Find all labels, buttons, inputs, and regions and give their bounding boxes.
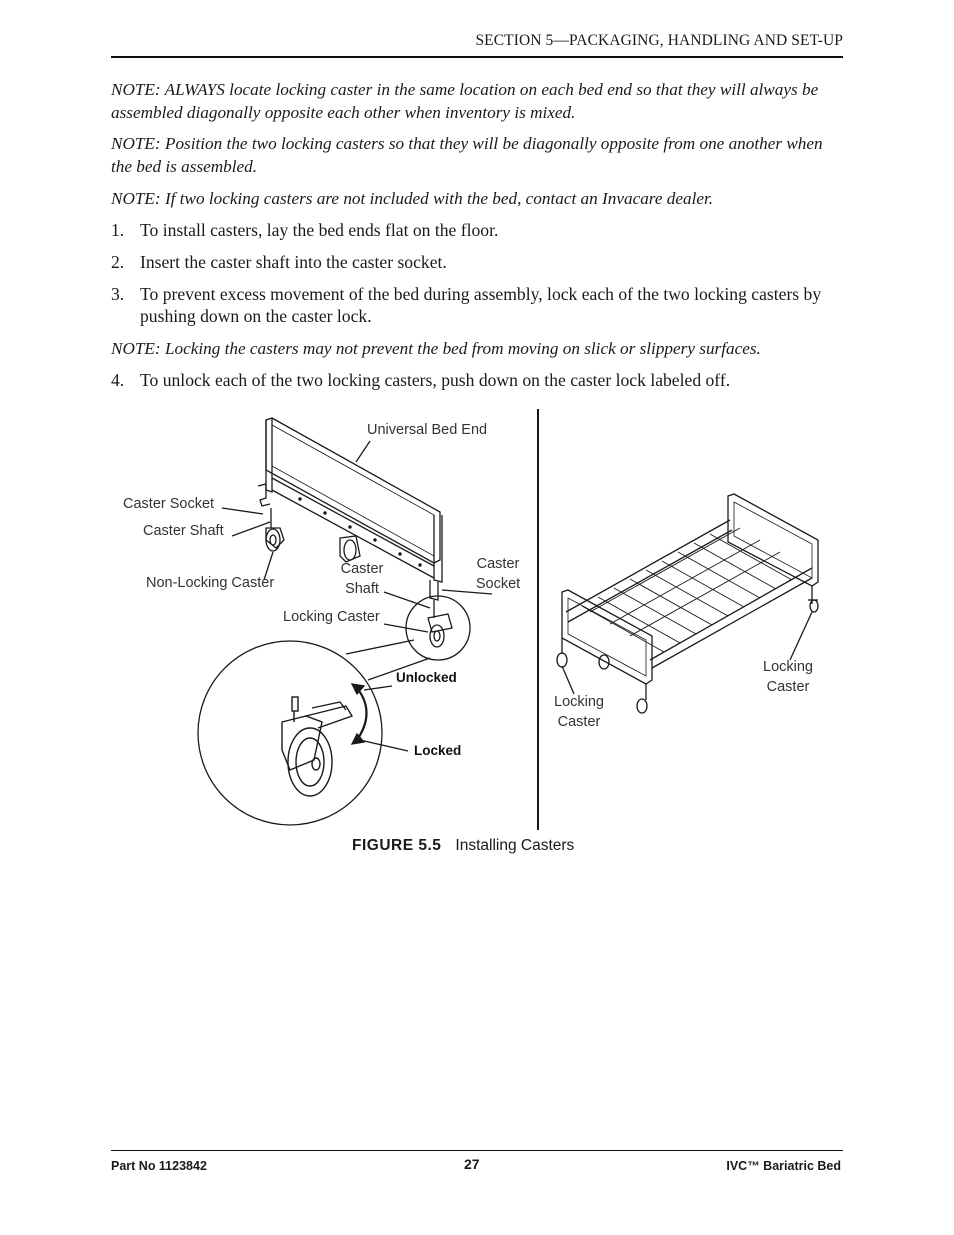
leader-unlocked	[364, 686, 392, 690]
page-footer	[111, 1150, 843, 1173]
note-locking-slick-surfaces: NOTE: Locking the casters may not prevent the bed from moving on slick or slippery surfaces.	[111, 339, 761, 358]
step-text: Insert the caster shaft into the caster socket.	[140, 252, 447, 272]
figure-number: FIGURE 5.5	[352, 837, 442, 854]
figure-installing-casters	[0, 400, 954, 870]
leader-locking-caster-bed-right	[790, 612, 812, 660]
page-header	[111, 30, 843, 58]
figure-illustration	[0, 400, 954, 870]
detail-circle-small	[406, 596, 470, 660]
step-number: 4.	[111, 370, 125, 390]
leader-locked	[360, 740, 408, 751]
label-unlocked: Unlocked	[396, 670, 457, 685]
detail-circle-large	[198, 641, 382, 825]
figure-caption	[352, 837, 574, 855]
leader-locking-caster-bed-left	[562, 666, 574, 694]
step-text: To install casters, lay the bed ends flat on the floor.	[140, 220, 499, 240]
label-locking-caster-bed-right: Locking Caster	[763, 659, 813, 695]
label-caster-shaft: Caster Shaft	[143, 523, 224, 539]
label-locking-caster: Locking Caster	[283, 609, 380, 625]
section-title: SECTION 5—PACKAGING, HANDLING AND SET-UP	[475, 32, 843, 49]
step-number: 2.	[111, 252, 125, 272]
label-non-locking-caster: Non-Locking Caster	[146, 575, 275, 591]
label-caster-shaft-mid: Caster Shaft	[340, 561, 384, 597]
note-contact-dealer: NOTE: If two locking casters are not included with the bed, contact an Invacare dealer.	[111, 189, 714, 208]
label-locked: Locked	[414, 743, 462, 758]
step-number: 1.	[111, 220, 125, 240]
figure-title: Installing Casters	[455, 837, 575, 854]
step-text: To prevent excess movement of the bed during assembly, lock each of the two locking casters by pushing down on the caster lock.	[140, 284, 822, 326]
label-caster-socket: Caster Socket	[123, 496, 215, 512]
footer-page-number: 27	[464, 1156, 480, 1172]
step-text: To unlock each of the two locking casters, push down on the caster lock labeled off.	[140, 370, 731, 390]
leader-caster-shaft	[232, 522, 270, 536]
note-position-casters: NOTE: Position the two locking casters so that they will be diagonally opposite from one another when the bed is assembled.	[111, 134, 823, 176]
footer-part-number: Part No 1123842	[111, 1159, 207, 1173]
note-always-locate: NOTE: ALWAYS locate locking caster in the same location on each bed end so that they will always be assembled diagonally opposite each other when inventory is mixed.	[111, 80, 819, 122]
footer-product-name: IVC™ Bariatric Bed	[726, 1159, 841, 1173]
leader-caster-socket	[222, 508, 263, 514]
lock-arrow	[357, 688, 367, 740]
label-locking-caster-bed-left: Locking Caster	[554, 694, 604, 730]
locking-caster-small	[428, 614, 452, 647]
locking-caster-large	[282, 697, 352, 796]
leader-universal-bed-end	[356, 441, 370, 462]
step-number: 3.	[111, 284, 125, 304]
label-caster-socket-right: Caster Socket	[475, 556, 521, 592]
label-universal-bed-end: Universal Bed End	[367, 422, 488, 438]
